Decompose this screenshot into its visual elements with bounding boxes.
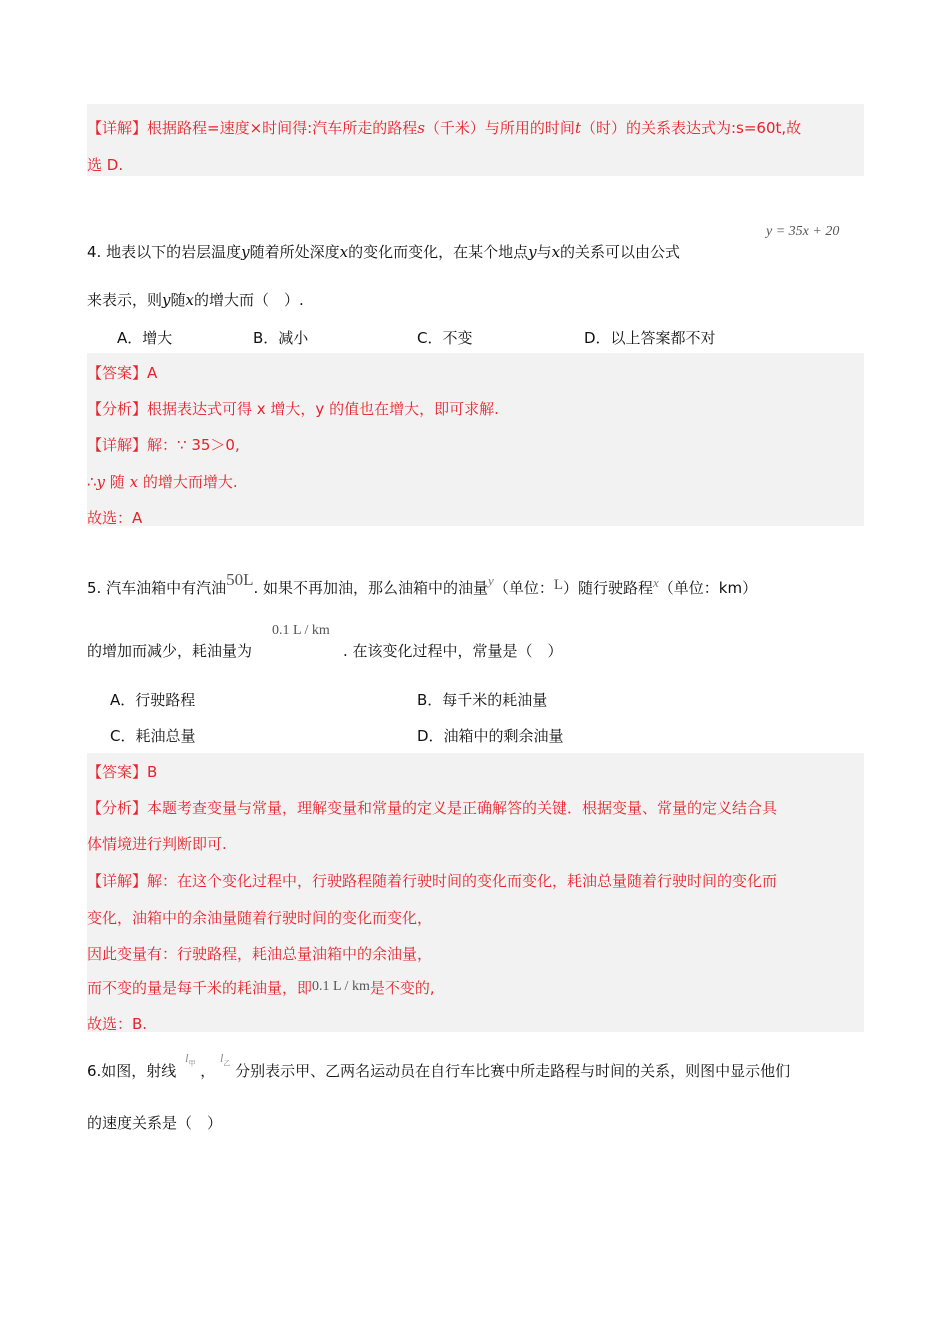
q5-option-c: C．耗油总量 [110, 727, 196, 745]
q4-detail-line2: ∴y 随 x 的增大而增大. [87, 473, 238, 491]
q3-detail-line2: 选 D. [87, 156, 124, 174]
q4-answer: 【答案】A [87, 364, 158, 382]
q5-option-d: D．油箱中的剩余油量 [417, 727, 564, 745]
q5-analysis-line1: 【分析】本题考查变量与常量，理解变量和常量的定义是正确解答的关键．根据变量、常量的定义结合具 [87, 799, 778, 817]
q6-formula-l1: l甲 [185, 1051, 196, 1068]
q5-detail-line2: 变化，油箱中的余油量随着行驶时间的变化而变化， [87, 909, 433, 927]
q4-option-d: D．以上答案都不对 [584, 329, 716, 347]
q4-question-line2: 来表示，则y随x的增大而（ ）. [87, 291, 304, 309]
q5-analysis-line2: 体情境进行判断即可. [87, 835, 227, 853]
q5-formula-rate: 0.1 L / km [272, 623, 330, 638]
q4-question-line1: 4. 地表以下的岩层温度y随着所处深度x的变化而变化，在某个地点y与x的关系可以由公式 [87, 243, 681, 261]
q3-detail-tag: 【详解】 [87, 119, 148, 137]
q5-detail-line4: 而不变的量是每千米的耗油量，即0.1 L / km是不变的, [87, 979, 435, 997]
q6-question-line2: 的速度关系是（ ） [87, 1114, 223, 1132]
q4-analysis: 【分析】根据表达式可得 x 增大，y 的值也在增大，即可求解. [87, 400, 499, 418]
q4-option-c: C．不变 [417, 329, 473, 347]
q5-answer: 【答案】B [87, 763, 158, 781]
q3-detail-line1: 【详解】根据路程=速度×时间得:汽车所走的路程s（千米）与所用的时间t（时）的关系表达式为:s=60t,故 [87, 119, 802, 137]
q5-formula-l: L [553, 577, 563, 593]
q6-question-line1: 6.如图，射线 $^{l_甲}$ ， $^{l_乙}$ 分别表示甲、乙两名运动员在自行车比赛中所走路程与时间的关系，则图中显示他们 [87, 1051, 791, 1080]
q5-formula-50l: 50L [226, 570, 254, 589]
q5-formula-x: x [653, 575, 659, 590]
q5-detail-line3: 因此变量有：行驶路程，耗油总量油箱中的余油量， [87, 945, 433, 963]
q5-question-line1: 5. 汽车油箱中有汽油50L. 如果不再加油，那么油箱中的油量y（单位：L）随行驶路程x（单位：km） [87, 570, 758, 597]
q5-option-b: B．每千米的耗油量 [417, 691, 548, 709]
q3-detail-block [87, 104, 864, 176]
q5-option-a: A．行驶路程 [110, 691, 196, 709]
q6-formula-l2: l乙 [220, 1051, 231, 1068]
q5-choice: 故选：B. [87, 1015, 148, 1033]
q4-choice: 故选：A [87, 509, 143, 527]
q4-detail: 【详解】解：∵ 35＞0, [87, 436, 240, 454]
q5-question-line2-b: . 在该变化过程中，常量是（ ） [343, 642, 563, 660]
q4-option-a: A．增大 [117, 329, 173, 347]
q5-question-line2-a: 的增加而减少，耗油量为 [87, 642, 253, 660]
q4-formula: y = 35x + 20 [766, 224, 840, 239]
q5-detail-formula: 0.1 L / km [312, 979, 370, 994]
q5-detail-line1: 【详解】解：在这个变化过程中，行驶路程随着行驶时间的变化而变化，耗油总量随着行驶时间的变化而 [87, 872, 778, 890]
q4-option-b: B．减小 [253, 329, 309, 347]
q5-formula-y: y [488, 573, 494, 588]
